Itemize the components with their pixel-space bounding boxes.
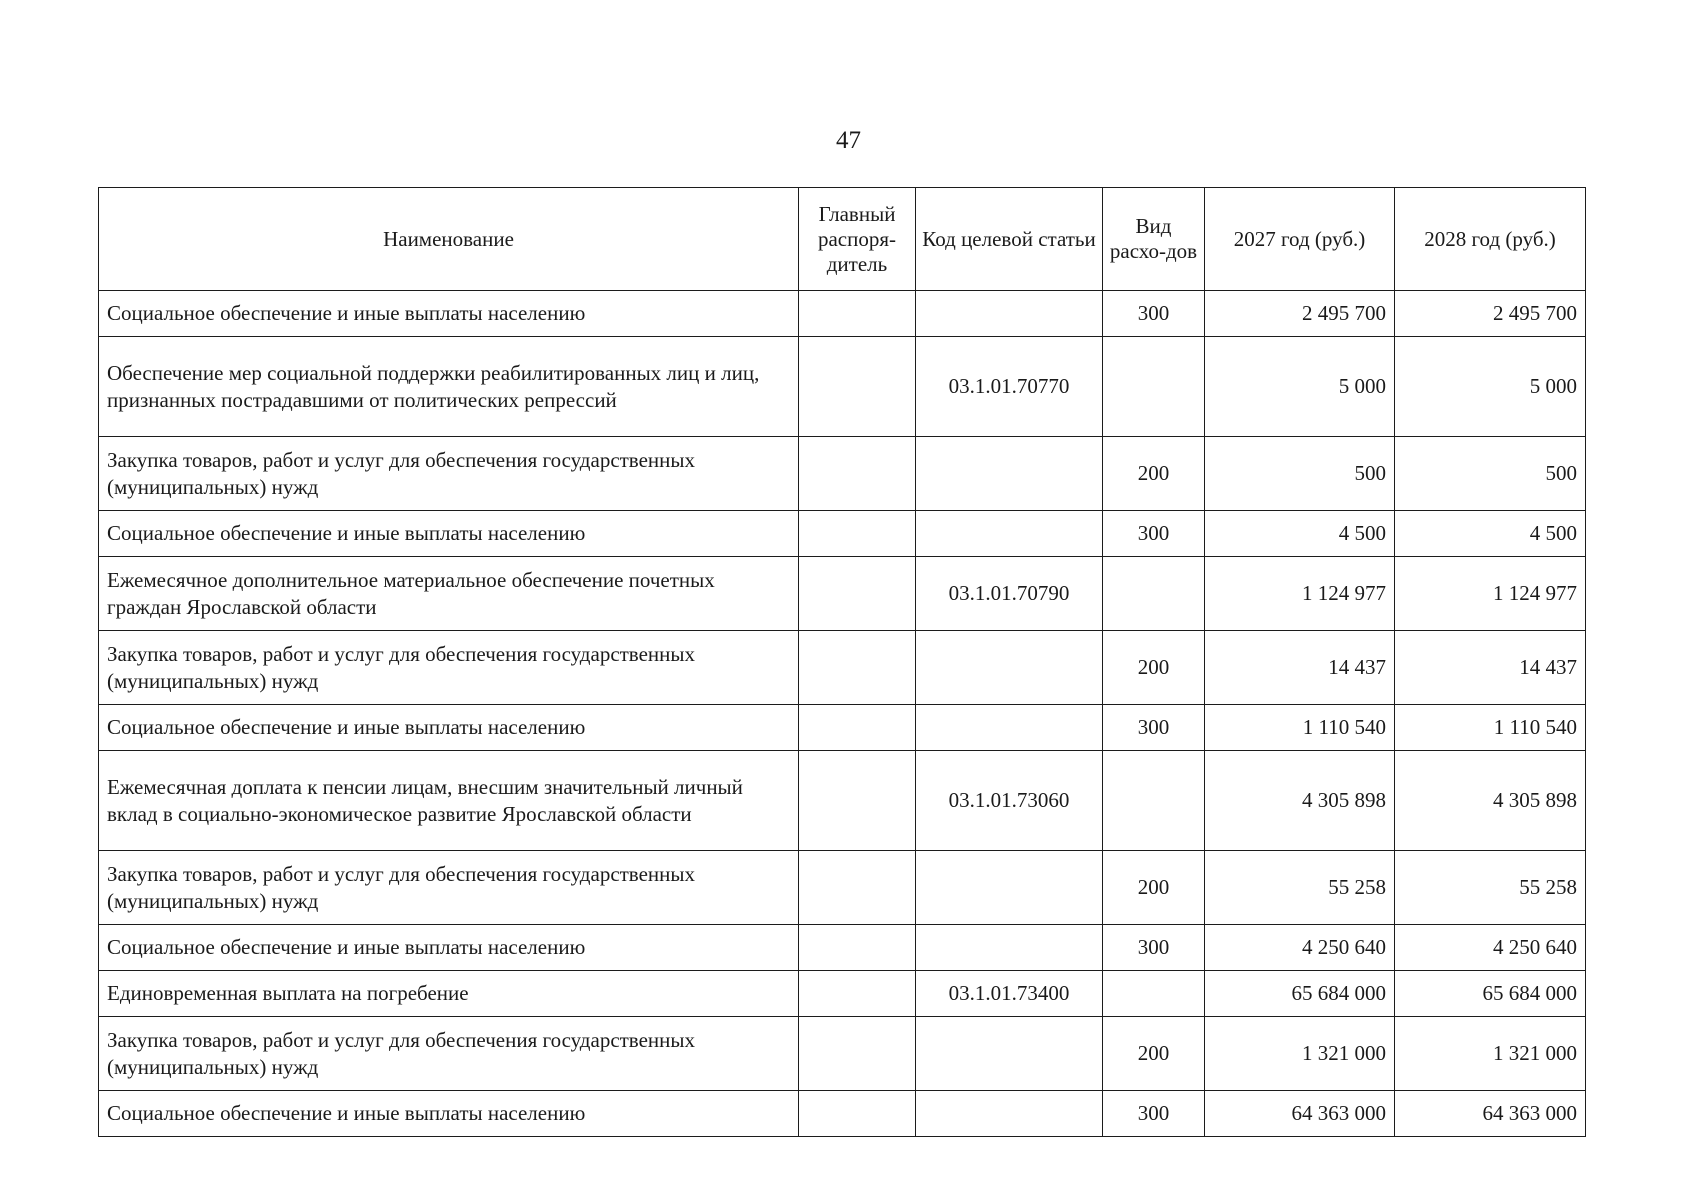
- table-row: [99, 337, 1586, 437]
- cell-amount-2028: 4 305 898: [1395, 751, 1586, 851]
- cell-target-code: 03.1.01.73400: [916, 971, 1103, 1017]
- header-main-manager: Главный распоря-дитель: [799, 188, 916, 291]
- table-row: [99, 971, 1586, 1017]
- cell-amount-2028: 14 437: [1395, 631, 1586, 705]
- cell-amount-2028: 1 321 000: [1395, 1017, 1586, 1091]
- cell-expense-type: 200: [1103, 851, 1205, 925]
- table-row: [99, 851, 1586, 925]
- cell-amount-2027: 1 110 540: [1205, 705, 1395, 751]
- cell-expense-type: [1103, 751, 1205, 851]
- cell-target-code: [916, 291, 1103, 337]
- table-row: [99, 291, 1586, 337]
- cell-amount-2028: 2 495 700: [1395, 291, 1586, 337]
- cell-amount-2027: 500: [1205, 437, 1395, 511]
- cell-name: Закупка товаров, работ и услуг для обеспечения государственных (муниципальных) нужд: [99, 437, 799, 511]
- cell-main-manager: [799, 291, 916, 337]
- cell-target-code: 03.1.01.70770: [916, 337, 1103, 437]
- cell-target-code: [916, 705, 1103, 751]
- cell-target-code: [916, 925, 1103, 971]
- cell-name: Ежемесячное дополнительное материальное обеспечение почетных граждан Ярославской области: [99, 557, 799, 631]
- cell-target-code: [916, 1091, 1103, 1137]
- cell-expense-type: [1103, 971, 1205, 1017]
- cell-expense-type: 200: [1103, 437, 1205, 511]
- cell-amount-2028: 64 363 000: [1395, 1091, 1586, 1137]
- cell-main-manager: [799, 971, 916, 1017]
- cell-amount-2028: 4 250 640: [1395, 925, 1586, 971]
- table-row: [99, 1017, 1586, 1091]
- cell-name: Закупка товаров, работ и услуг для обеспечения государственных (муниципальных) нужд: [99, 631, 799, 705]
- table-row: [99, 557, 1586, 631]
- cell-amount-2028: 65 684 000: [1395, 971, 1586, 1017]
- cell-expense-type: [1103, 337, 1205, 437]
- cell-main-manager: [799, 705, 916, 751]
- header-expense-type: Вид расхо-дов: [1103, 188, 1205, 291]
- cell-name: Единовременная выплата на погребение: [99, 971, 799, 1017]
- cell-target-code: [916, 1017, 1103, 1091]
- cell-amount-2027: 4 305 898: [1205, 751, 1395, 851]
- header-year-2027: 2027 год (руб.): [1205, 188, 1395, 291]
- cell-target-code: [916, 851, 1103, 925]
- cell-amount-2027: 4 250 640: [1205, 925, 1395, 971]
- cell-name: Обеспечение мер социальной поддержки реабилитированных лиц и лиц, признанных пострадавшими от политических репрессий: [99, 337, 799, 437]
- cell-name: Закупка товаров, работ и услуг для обеспечения государственных (муниципальных) нужд: [99, 851, 799, 925]
- cell-amount-2027: 64 363 000: [1205, 1091, 1395, 1137]
- cell-amount-2027: 2 495 700: [1205, 291, 1395, 337]
- cell-main-manager: [799, 751, 916, 851]
- cell-expense-type: 300: [1103, 1091, 1205, 1137]
- cell-name: Социальное обеспечение и иные выплаты населению: [99, 291, 799, 337]
- cell-main-manager: [799, 1017, 916, 1091]
- cell-expense-type: 200: [1103, 631, 1205, 705]
- cell-main-manager: [799, 337, 916, 437]
- cell-expense-type: [1103, 557, 1205, 631]
- cell-expense-type: 200: [1103, 1017, 1205, 1091]
- cell-target-code: [916, 437, 1103, 511]
- cell-target-code: [916, 631, 1103, 705]
- cell-main-manager: [799, 437, 916, 511]
- cell-expense-type: 300: [1103, 925, 1205, 971]
- table-header-row: [99, 188, 1586, 291]
- cell-main-manager: [799, 851, 916, 925]
- cell-amount-2027: 55 258: [1205, 851, 1395, 925]
- cell-amount-2028: 1 124 977: [1395, 557, 1586, 631]
- cell-target-code: [916, 511, 1103, 557]
- budget-table: [98, 187, 1586, 1137]
- cell-main-manager: [799, 1091, 916, 1137]
- cell-name: Социальное обеспечение и иные выплаты населению: [99, 925, 799, 971]
- table-row: [99, 631, 1586, 705]
- cell-main-manager: [799, 631, 916, 705]
- header-target-code: Код целевой статьи: [916, 188, 1103, 291]
- cell-amount-2027: 5 000: [1205, 337, 1395, 437]
- header-year-2028: 2028 год (руб.): [1395, 188, 1586, 291]
- page-number: 47: [836, 127, 861, 154]
- cell-amount-2028: 4 500: [1395, 511, 1586, 557]
- cell-amount-2027: 4 500: [1205, 511, 1395, 557]
- table-row: [99, 751, 1586, 851]
- cell-expense-type: 300: [1103, 291, 1205, 337]
- cell-name: Ежемесячная доплата к пенсии лицам, внесшим значительный личный вклад в социально-экономическое развитие Ярославской области: [99, 751, 799, 851]
- cell-name: Социальное обеспечение и иные выплаты населению: [99, 511, 799, 557]
- cell-amount-2028: 55 258: [1395, 851, 1586, 925]
- header-name: Наименование: [99, 188, 799, 291]
- cell-amount-2028: 500: [1395, 437, 1586, 511]
- cell-main-manager: [799, 925, 916, 971]
- cell-name: Социальное обеспечение и иные выплаты населению: [99, 705, 799, 751]
- cell-amount-2027: 14 437: [1205, 631, 1395, 705]
- cell-main-manager: [799, 557, 916, 631]
- table-row: [99, 705, 1586, 751]
- cell-amount-2027: 65 684 000: [1205, 971, 1395, 1017]
- cell-name: Социальное обеспечение и иные выплаты населению: [99, 1091, 799, 1137]
- table-row: [99, 925, 1586, 971]
- cell-main-manager: [799, 511, 916, 557]
- cell-amount-2028: 5 000: [1395, 337, 1586, 437]
- table-row: [99, 1091, 1586, 1137]
- cell-name: Закупка товаров, работ и услуг для обеспечения государственных (муниципальных) нужд: [99, 1017, 799, 1091]
- cell-target-code: 03.1.01.73060: [916, 751, 1103, 851]
- cell-target-code: 03.1.01.70790: [916, 557, 1103, 631]
- cell-expense-type: 300: [1103, 705, 1205, 751]
- cell-amount-2028: 1 110 540: [1395, 705, 1586, 751]
- cell-expense-type: 300: [1103, 511, 1205, 557]
- cell-amount-2027: 1 321 000: [1205, 1017, 1395, 1091]
- table-row: [99, 437, 1586, 511]
- table-row: [99, 511, 1586, 557]
- cell-amount-2027: 1 124 977: [1205, 557, 1395, 631]
